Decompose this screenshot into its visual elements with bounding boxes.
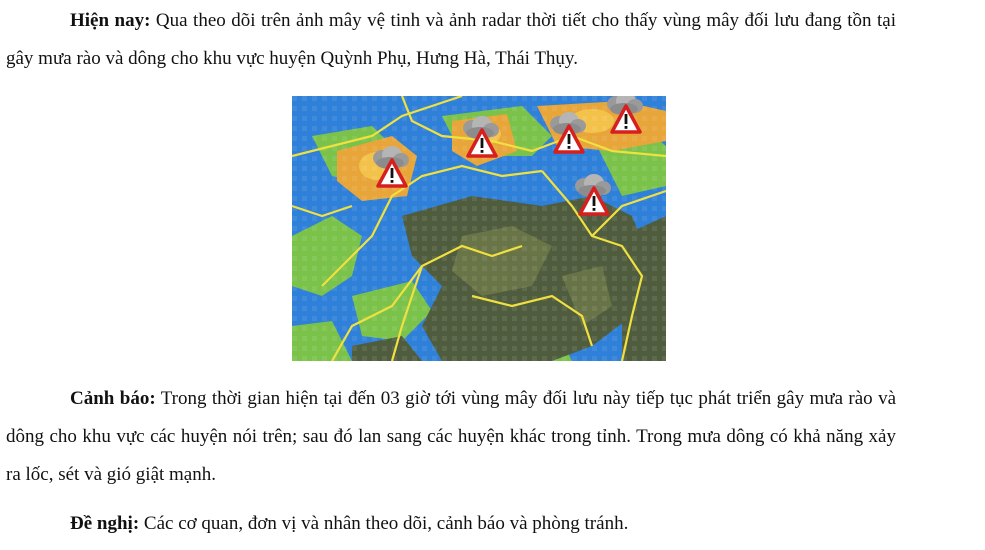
intro-paragraph: [6, 2, 896, 78]
warning-label: Cảnh báo:: [70, 388, 156, 409]
radar-map: [292, 96, 666, 361]
intro-label: Hiện nay:: [70, 10, 151, 31]
warning-paragraph: [6, 380, 896, 494]
recommendation-label: Đề nghị:: [70, 513, 140, 534]
recommendation-paragraph: [6, 505, 896, 543]
intro-text: Qua theo dõi trên ảnh mây vệ tinh và ảnh radar thời tiết cho thấy vùng mây đối lưu đang tồn tại gây mưa rào và dông cho khu vực huyện Quỳnh Phụ, Hưng Hà, Thái Thụy.: [6, 10, 897, 69]
radar-map-image: [292, 96, 666, 361]
warning-text: Trong thời gian hiện tại đến 03 giờ tới vùng mây đối lưu này tiếp tục phát triển gây mưa rào và dông cho khu vực các huyện nói trên; sau đó lan sang các huyện khác trong tỉnh. Trong mưa dông có khả năng xảy ra lốc, sét và gió giật mạnh.: [6, 388, 896, 485]
recommendation-text: Các cơ quan, đơn vị và nhân theo dõi, cảnh báo và phòng tránh.: [139, 513, 629, 534]
